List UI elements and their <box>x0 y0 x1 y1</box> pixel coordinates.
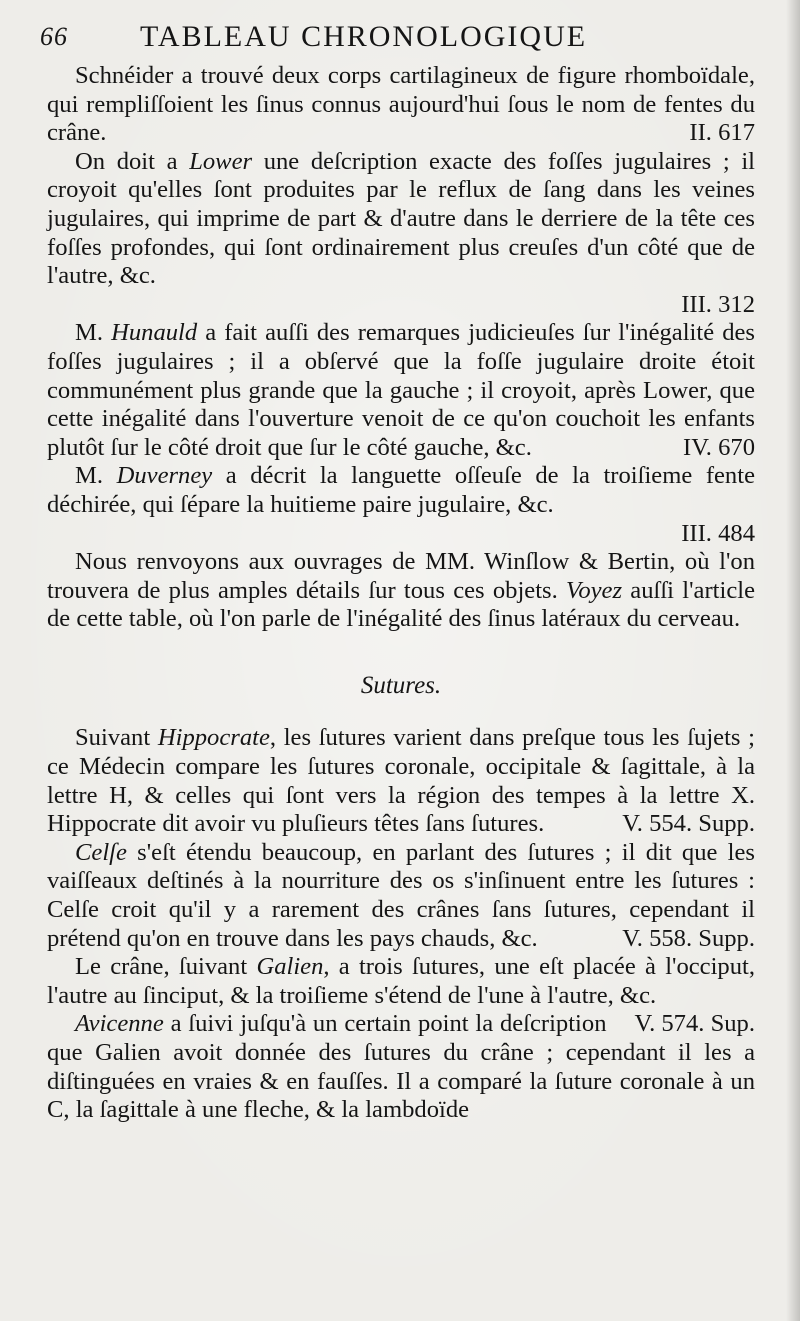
author-name: Hunauld <box>111 319 198 347</box>
paragraph-hunauld: M. Hunauld a fait auſſi des remarques judicieuſes ſur l'inégalité des foſſes jugulaires ; il a obſervé que la foſſe jugulaire droite étoit communément plus grande que la gauche ; il croyoit, après Lower, que cette inégalité dans l'ouverture venoit de ce qu'on couchoit les enfants plutôt ſur le côté droit que ſur le côté gauche, &c. IV. 670 <box>47 319 755 461</box>
section-title: Sutures. <box>360 671 442 699</box>
paragraph-avicenne: Avicenne a ſuivi juſqu'à un certain point la deſcription que Galien avoit donnée des ſutures du crâne ; cependant il les a diſtinguées en vraies & en fauſſes. Il a comparé la ſuture coronale à un C, la ſagittale à une fleche, & la lambdoïde <box>47 1010 755 1124</box>
page-number: 66 <box>40 22 68 51</box>
page-body <box>47 62 755 1125</box>
author-name: Duverney <box>116 462 213 490</box>
paragraph-schneider: Schnéider a trouvé deux corps cartilagineux de figure rhomboïdale, qui rempliſſoient les ſinus connus aujourd'hui ſous le nom de fentes du crâne. II. 617 <box>47 62 755 147</box>
cross-reference-word: Voyez <box>566 576 623 604</box>
paragraph-galien: Le crâne, ſuivant Galien, a trois ſutures, une eſt placée à l'occiput, l'autre au ſinciput, & la troiſieme s'étend de l'une à l'autre, &c. V. 574. Sup. <box>47 953 755 1038</box>
author-name: Galien <box>256 953 324 981</box>
paragraph-lower: On doit a Lower une deſcription exacte des foſſes jugulaires ; il croyoit qu'elles ſont produites par le reflux de ſang dans les veines jugulaires, qui imprime de part & d'autre dans le derriere de la tête ces foſſes profondes, qui ſont ordinairement plus creuſes d'un côté que de l'autre, &c. III. 312 <box>47 147 755 318</box>
reference: V. 558. Supp. <box>622 924 755 952</box>
paragraph-duverney: M. Duverney a décrit la languette oſſeuſe de la troiſieme fente déchirée, qui ſépare la huitieme paire jugulaire, &c. III. 484 <box>47 462 755 547</box>
page-header <box>40 18 760 58</box>
reference: II. 617 <box>689 119 755 147</box>
page-edge-shadow <box>786 0 800 1321</box>
reference: III. 484 <box>681 519 755 547</box>
reference: IV. 670 <box>683 433 755 461</box>
reference: V. 574. Sup. <box>634 1010 755 1038</box>
paragraph-hippocrate: Suivant Hippocrate, les ſutures varient dans preſque tous les ſujets ; ce Médecin compare les ſutures coronale, occipitale & ſagittale, à la lettre H, & celles qui ſont vers la région des tempes à la lettre X. Hippocrate dit avoir vu pluſieurs têtes ſans ſutures. V. 554. Supp. <box>47 724 755 838</box>
running-title: TABLEAU CHRONOLOGIQUE <box>140 20 588 53</box>
reference: V. 554. Supp. <box>622 810 755 838</box>
paragraph-winslow-bertin: Nous renvoyons aux ouvrages de MM. Winſlow & Bertin, où l'on trouvera de plus amples détails ſur tous ces objets. Voyez auſſi l'article de cette table, où l'on parle de l'inégalité des ſinus latéraux du cerveau. <box>47 548 755 633</box>
author-name: Lower <box>189 147 253 175</box>
reference: III. 312 <box>681 290 755 318</box>
author-name: Avicenne <box>75 1010 164 1038</box>
author-name: Hippocrate <box>157 724 270 752</box>
paragraph-celse: Celſe s'eſt étendu beaucoup, en parlant des ſutures ; il dit que les vaiſſeaux deſtinés à la nourriture des os s'inſinuent entre les ſutures : Celſe croit qu'il y a rarement des crânes ſans ſutures, cependant il prétend qu'on en trouve dans les pays chauds, &c. V. 558. Supp. <box>47 838 755 952</box>
author-name: Celſe <box>75 838 127 866</box>
